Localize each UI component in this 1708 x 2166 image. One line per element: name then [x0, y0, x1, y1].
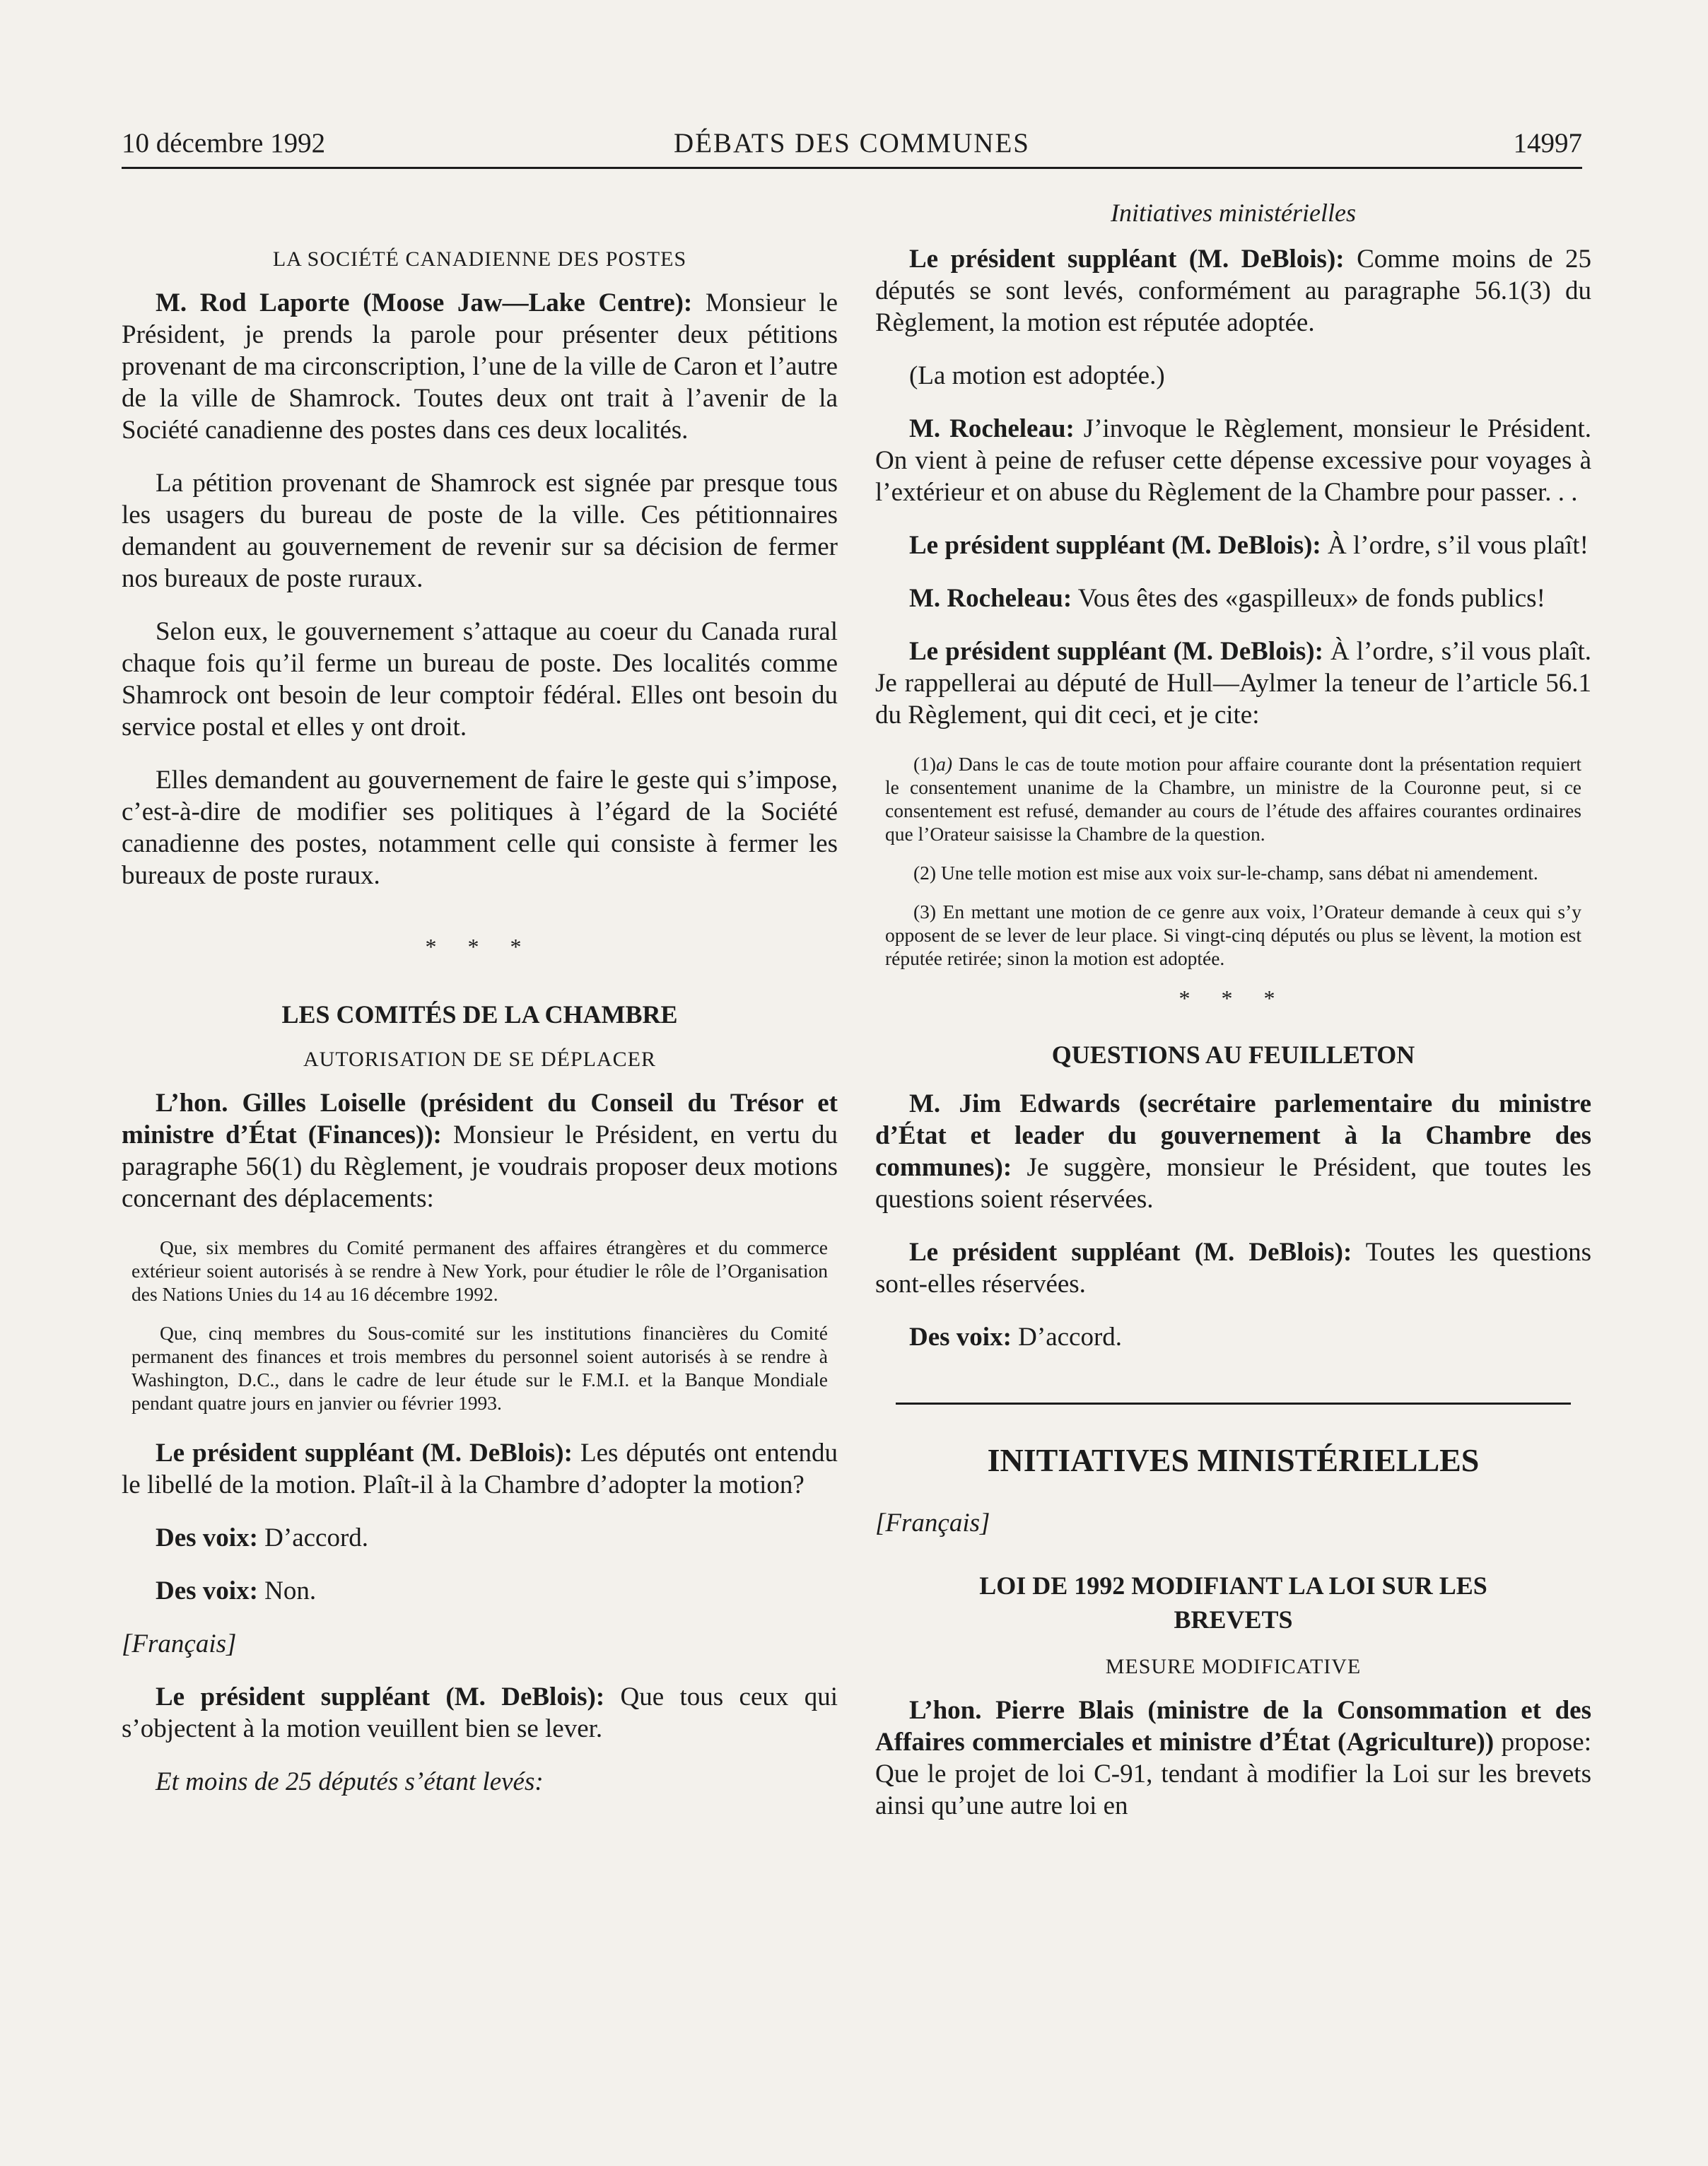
rule-text: Dans le cas de toute motion pour affaire courante dont la présentation requiert le consentement unanime de la Chambre, un ministre de la Couronne peut, si ce consentement est refusé, demander au cours de l’étude des affaires courantes ordinaires que l’Orateur saisisse la Chambre de la question. [885, 753, 1581, 845]
section-separator: * * * [1178, 985, 1288, 1011]
speaker-name: Le président suppléant (M. DeBlois): [909, 531, 1321, 560]
speaker-name: Le président suppléant (M. DeBlois): [909, 245, 1345, 274]
speech-text: Non. [264, 1576, 317, 1605]
speech-text: Les députés ont entendu le libellé de la motion. Plaît-il à la Chambre d’adopter la motion? [122, 1439, 838, 1499]
paragraph-deblois [122, 1437, 838, 1501]
paragraph: La pétition provenant de Shamrock est signée par presque tous les usagers du bureau de poste de la ville. Ces pétitionnaires demandent au gouvernement de revenir sur sa décision de fermer nos bureaux de poste ruraux. [122, 469, 838, 593]
stage-direction: Et moins de 25 députés s’étant levés: [156, 1767, 544, 1796]
paragraph-edwards [875, 1088, 1591, 1215]
section-title-postes: LA SOCIÉTÉ CANADIENNE DES POSTES [272, 247, 687, 271]
speaker-name: Des voix: [156, 1523, 258, 1552]
language-tag: [Français] [875, 1509, 990, 1538]
speaker-name: L’hon. Pierre Blais (ministre de la Consommation et des Affaires commerciales et ministre d’État (Agriculture)) [875, 1696, 1591, 1757]
section-subtitle-mesure: MESURE MODIFICATIVE [1105, 1655, 1362, 1678]
rule-quote: (3) En mettant une motion de ce genre aux voix, l’Orateur demande à ceux qui s’y opposent de se lever de leur place. Si vingt-cinq députés ou plus se lèvent, la motion est réputée retirée; sinon la motion est adoptée. [885, 901, 1581, 969]
speech-text: propose: Que le projet de loi C-91, tendant à modifier la Loi sur les brevets ainsi qu’une autre loi en [875, 1728, 1591, 1820]
speech-text: Que tous ceux qui s’objectent à la motion veuillent bien se lever. [122, 1682, 838, 1743]
speech-text: Je suggère, monsieur le Président, que toutes les questions soient réservées. [875, 1153, 1592, 1214]
header-page-number: 14997 [1513, 128, 1582, 158]
section-subtitle-deplacer: AUTORISATION DE SE DÉPLACER [303, 1048, 656, 1071]
rule-quote: (2) Une telle motion est mise aux voix sur-le-champ, sans débat ni amendement. [913, 862, 1538, 884]
header-date: 10 décembre 1992 [122, 128, 326, 158]
speech-text: Monsieur le Président, en vertu du paragraphe 56(1) du Règlement, je voudrais proposer deux motions concernant des déplacements: [122, 1120, 838, 1213]
section-title-loi-brevets: LOI DE 1992 MODIFIANT LA LOI SUR LES BREVETS [979, 1571, 1487, 1634]
rule-number: (1) [913, 753, 937, 775]
paragraph-blais [875, 1694, 1591, 1822]
paragraph-deblois [875, 243, 1591, 339]
paragraph: Elles demandent au gouvernement de faire le geste qui s’impose, c’est-à-dire de modifier ses politiques à l’égard de la Société canadienne des postes, notamment celle qui consiste à fermer les bureaux de poste ruraux. [122, 766, 838, 890]
page-header [122, 124, 1582, 169]
paragraph-rocheleau [875, 413, 1591, 508]
speaker-name: M. Rocheleau: [909, 584, 1072, 613]
paragraph-voix [122, 1522, 838, 1554]
right-column [875, 198, 1591, 1843]
speech-text: Toutes les questions sont-elles réservées. [875, 1238, 1592, 1299]
motion-quote: Que, six membres du Comité permanent des affaires étrangères et du commerce extérieur soient autorisés à se rendre à New York, pour étudier le rôle de l’Organisation des Nations Unies du 14 au 16 décembre 1992. [131, 1236, 828, 1305]
speaker-name: M. Jim Edwards (secrétaire parlementaire du ministre d’État et leader du gouvernement à la Chambre des communes): [875, 1089, 1591, 1182]
section-title-questions: QUESTIONS AU FEUILLETON [1051, 1041, 1415, 1069]
paragraph-deblois [875, 636, 1591, 731]
speech-text: Comme moins de 25 députés se sont levés, conformément au paragraphe 56.1(3) du Règlement, la motion est réputée adoptée. [875, 245, 1592, 337]
speaker-name: Le président suppléant (M. DeBlois): [909, 1238, 1352, 1267]
paragraph: Selon eux, le gouvernement s’attaque au coeur du Canada rural chaque fois qu’il ferme un bureau de poste. Des localités comme Shamrock ont besoin de leur comptoir fédéral. Elles ont besoin du service postal et elles y ont droit. [122, 617, 838, 742]
section-title-initiatives: INITIATIVES MINISTÉRIELLES [987, 1442, 1480, 1478]
speech-text: D’accord. [1018, 1323, 1123, 1352]
paragraph-voix [122, 1575, 838, 1607]
speaker-name: Le président suppléant (M. DeBlois): [156, 1439, 573, 1468]
header-title: DÉBATS DES COMMUNES [674, 128, 1030, 158]
paragraph-rocheleau [875, 583, 1591, 614]
motion-quote: Que, cinq membres du Sous-comité sur les institutions financières du Comité permanent des finances et trois membres du personnel soient autorisés à se rendre à Washington, D.C., dans le cadre de leur étude sur le F.M.I. et la Banque Mondiale pendant quatre jours en janvier ou février 1993. [131, 1322, 828, 1414]
speaker-name: Des voix: [909, 1323, 1012, 1352]
section-separator: * * * [425, 934, 534, 959]
language-tag: [Français] [122, 1629, 237, 1658]
paragraph-laporte [122, 287, 838, 446]
paragraph-deblois [122, 1681, 838, 1745]
rule-quote [875, 752, 1591, 845]
paragraph-deblois [875, 1236, 1591, 1300]
speech-text: À l’ordre, s’il vous plaît. Je rappellerai au député de Hull—Aylmer la teneur de l’article 56.1 du Règlement, qui dit ceci, et je cite: [875, 637, 1591, 730]
speaker-name: L’hon. Gilles Loiselle (président du Conseil du Trésor et ministre d’État (Finances)): [122, 1089, 838, 1149]
speech-text: D’accord. [264, 1523, 369, 1552]
speaker-name: M. Rod Laporte (Moose Jaw—Lake Centre): [156, 288, 693, 317]
speaker-name: Le président suppléant (M. DeBlois): [156, 1682, 605, 1711]
stage-direction: (La motion est adoptée.) [909, 361, 1165, 390]
running-head: Initiatives ministérielles [1111, 199, 1356, 227]
speech-text: Monsieur le Président, je prends la parole pour présenter deux pétitions provenant de ma circonscription, l’une de la ville de Caron et l’autre de la ville de Shamrock. Toutes deux ont trait à l’avenir de la Société canadienne des postes dans ces deux localités. [122, 288, 838, 445]
left-column [122, 198, 838, 1819]
paragraph-loiselle [122, 1087, 838, 1214]
paragraph-voix [875, 1321, 1591, 1353]
speech-text: Vous êtes des «gaspilleux» de fonds publics! [1077, 584, 1545, 613]
speaker-name: Le président suppléant (M. DeBlois): [909, 637, 1323, 666]
speaker-name: Des voix: [156, 1576, 258, 1605]
rule-letter: a) [936, 753, 952, 775]
paragraph-deblois [875, 529, 1591, 561]
speech-text: À l’ordre, s’il vous plaît! [1328, 531, 1589, 560]
section-title-comites: LES COMITÉS DE LA CHAMBRE [281, 1000, 678, 1029]
speech-text: J’invoque le Règlement, monsieur le Président. On vient à peine de refuser cette dépense excessive pour voyages à l’extérieur et on abuse du Règlement de la Chambre pour passer. . . [875, 414, 1591, 507]
speaker-name: M. Rocheleau: [909, 414, 1075, 443]
